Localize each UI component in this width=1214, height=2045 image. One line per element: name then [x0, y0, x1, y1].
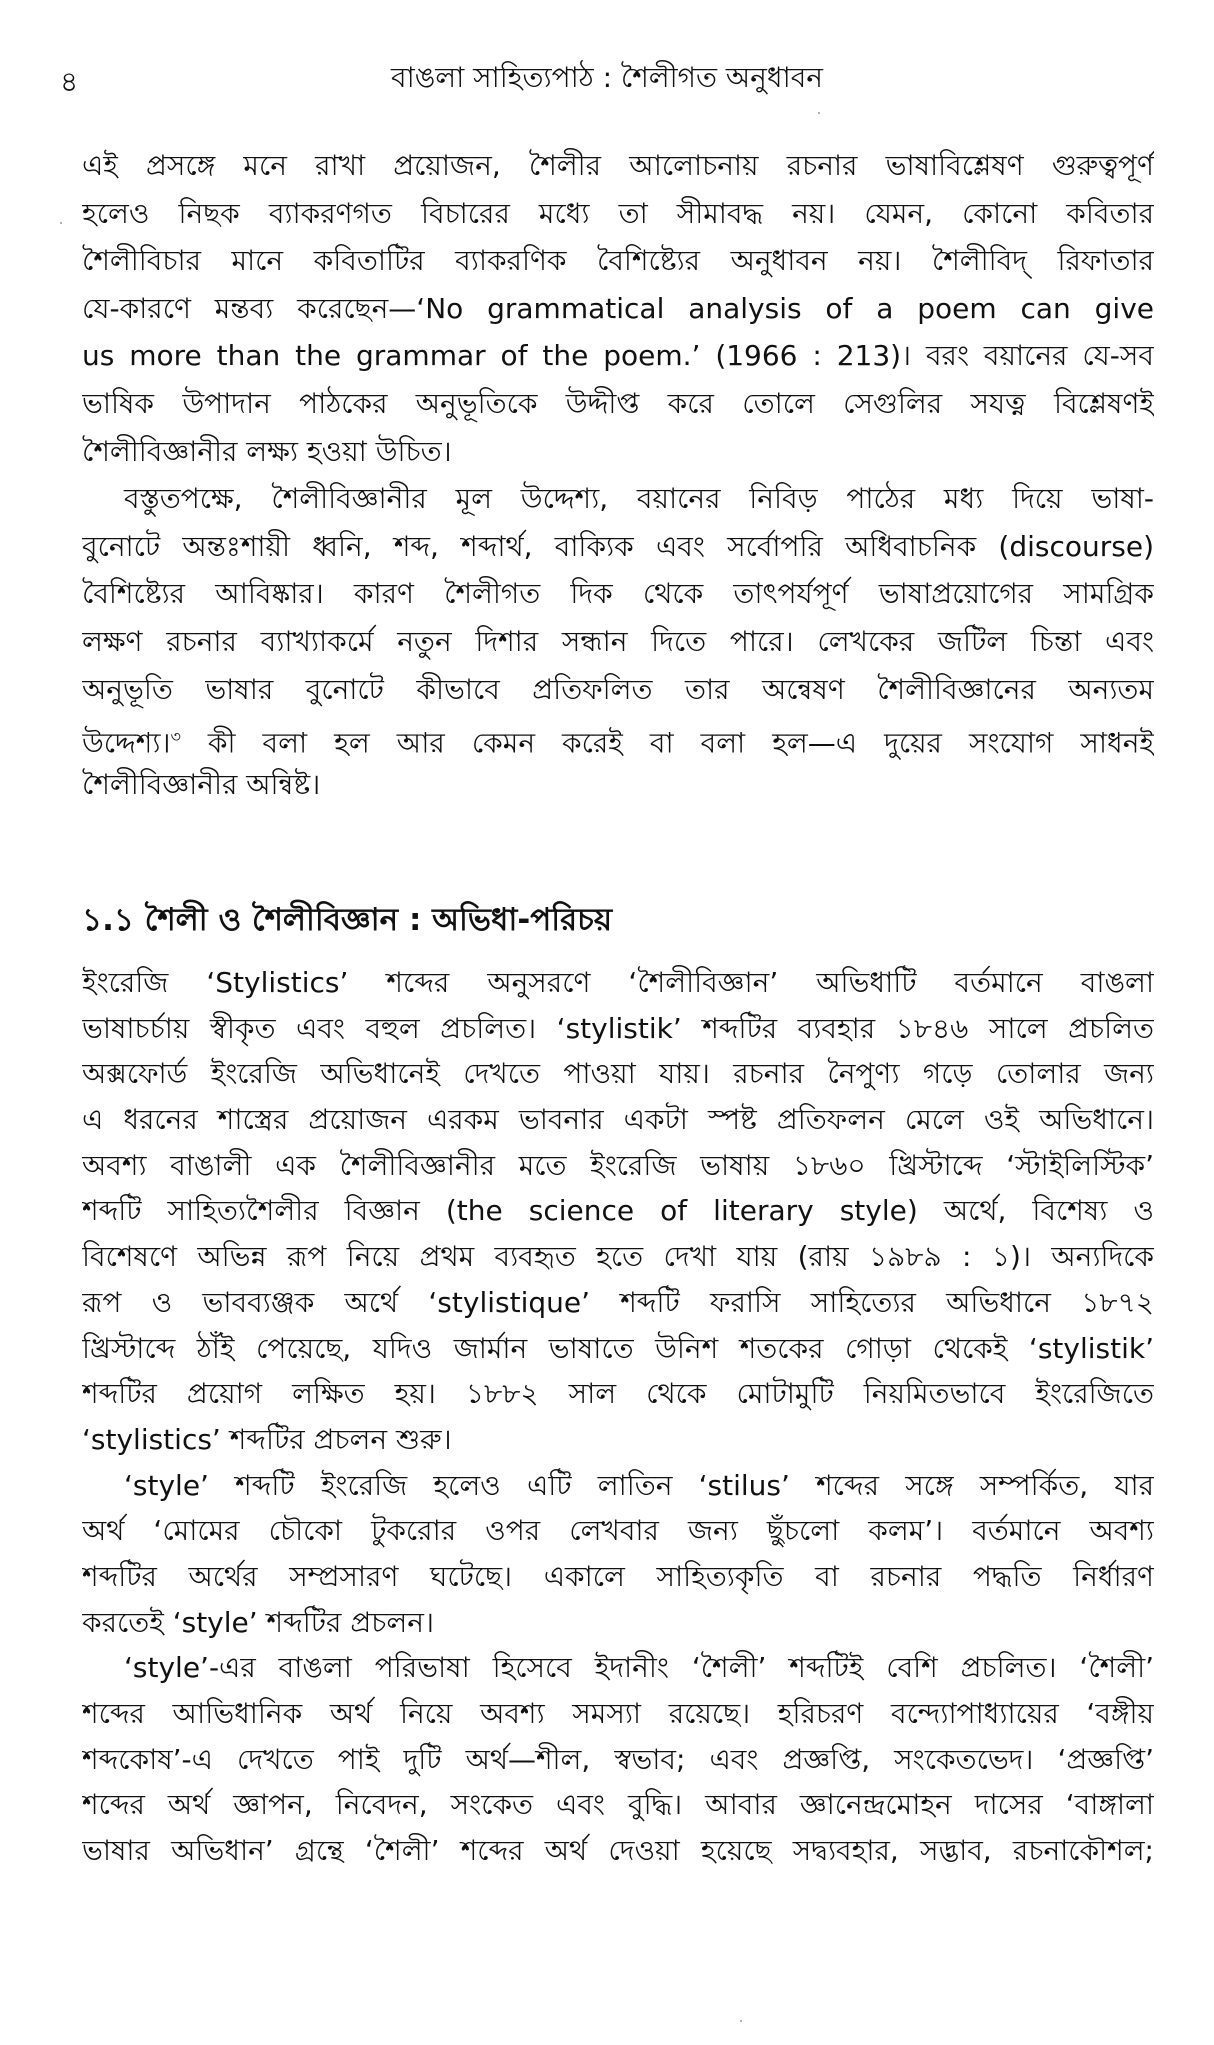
text-line: অক্সফোর্ড ইংরেজি অভিধানেই দেখতে পাওয়া যায়। রচনার নৈপুণ্য গড়ে তোলার জন্য — [82, 1057, 1154, 1091]
text-fragment: উদ্দেশ্য। — [82, 726, 171, 760]
paragraph-1 — [82, 142, 1154, 475]
text-line: ইংরেজি ‘Stylistics’ শব্দের অনুসরণে ‘শৈলীবিজ্ঞান’ অভিধাটি বর্তমানে বাঙলা — [82, 966, 1154, 999]
text-line: ‘style’-এর বাঙলা পরিভাষা হিসেবে ইদানীং ‘শৈলী’ শব্দটিই বেশি প্রচলিত। ‘শৈলী’ — [124, 1651, 1154, 1685]
text-line: অবশ্য বাঙালী এক শৈলীবিজ্ঞানীর মতে ইংরেজি ভাষায় ১৮৬০ খ্রিস্টাব্দে ‘স্টাইলিস্টিক’ — [82, 1148, 1154, 1182]
text-line: এ ধরনের শাস্ত্রের প্রয়োজন এরকম ভাবনার একটা স্পষ্ট প্রতিফলন মেলে ওই অভিধানে। — [82, 1103, 1154, 1137]
text-line: শব্দকোষ’-এ দেখতে পাই দুটি অর্থ—শীল, স্বভাব; এবং প্রজ্ঞপ্তি, সংকেতভেদ। ‘প্রজ্ঞপ্তি’ — [82, 1742, 1154, 1776]
text-line: শব্দটির অর্থের সম্প্রসারণ ঘটেছে। একালে সাহিত্যকৃতি বা রচনার পদ্ধতি নির্ধারণ — [82, 1559, 1154, 1593]
text-line: শৈলীবিজ্ঞানীর অন্বিষ্ট। — [82, 767, 321, 801]
text-line: ভাষিক উপাদান পাঠকের অনুভূতিকে উদ্দীপ্ত করে তোলে সেগুলির সযত্ন বিশ্লেষণই — [82, 386, 1154, 420]
text-line: ‘style’ শব্দটি ইংরেজি হলেও এটি লাতিন ‘stilus’ শব্দের সঙ্গে সম্পর্কিত, যার — [124, 1468, 1154, 1502]
text-line: ভাষাচর্চায় স্বীকৃত এবং বহুল প্রচলিত। ‘stylistik’ শব্দটির ব্যবহার ১৮৪৬ সালে প্রচলিত — [82, 1011, 1154, 1045]
text-line: শৈলীবিজ্ঞানীর লক্ষ্য হওয়া উচিত। — [82, 434, 452, 468]
body-text-before-section — [82, 142, 1154, 808]
footnote-marker[interactable]: ৩ — [170, 727, 181, 747]
text-line: ‘stylistics’ শব্দটির প্রচলন শুরু। — [82, 1422, 452, 1456]
text-line: রূপ ও ভাবব্যঞ্জক অর্থে ‘stylistique’ শব্দটি ফরাসি সাহিত্যের অভিধানে ১৮৭২ — [82, 1285, 1154, 1319]
text-line: বুনোটে অন্তঃশায়ী ধ্বনি, শব্দ, শব্দার্থ, বাক্যিক এবং সর্বোপরি অধিবাচনিক (discourse) — [82, 529, 1154, 563]
text-line: শব্দের আভিধানিক অর্থ নিয়ে অবশ্য সমস্যা রয়েছে। হরিচরণ বন্দ্যোপাধ্যায়ের ‘বঙ্গীয় — [82, 1697, 1154, 1730]
text-line: অর্থ ‘মোমের চৌকো টুকরোর ওপর লেখবার জন্য ছুঁচলো কলম’। বর্তমানে অবশ্য — [82, 1514, 1154, 1548]
text-line-with-footnote — [82, 713, 1154, 761]
paragraph-2 — [82, 475, 1154, 808]
text-line: করতেই ‘style’ শব্দটির প্রচলন। — [82, 1605, 434, 1639]
text-line: যে-কারণে মন্তব্য করেছেন—‘No grammatical analysis of a poem can give — [82, 291, 1154, 325]
paragraph-4 — [82, 1463, 1154, 1646]
text-line: শৈলীবিচার মানে কবিতাটির ব্যাকরণিক বৈশিষ্ট্যের অনুধাবন নয়। শৈলীবিদ্ রিফাতার — [82, 244, 1154, 278]
text-line: ভাষার অভিধান’ গ্রন্থে ‘শৈলী’ শব্দের অর্থ দেওয়া হয়েছে সদ্ব্যবহার, সদ্ভাব, রচনাকৌশল; — [82, 1834, 1154, 1868]
scan-speck — [818, 112, 820, 114]
text-line: বৈশিষ্ট্যের আবিষ্কার। কারণ শৈলীগত দিক থেকে তাৎপর্যপূর্ণ ভাষাপ্রয়োগের সামগ্রিক — [82, 577, 1154, 611]
text-line: শব্দটি সাহিত্যশৈলীর বিজ্ঞান (the science of literary style) অর্থে, বিশেষ্য ও — [82, 1194, 1154, 1228]
scan-speck — [60, 222, 62, 224]
page-header — [0, 52, 1214, 102]
text-line: us more than the grammar of the poem.’ (1966 : 213)। বরং বয়ানের যে-সব — [82, 339, 1154, 373]
paragraph-3 — [82, 960, 1154, 1463]
text-line: বিশেষণে অভিন্ন রূপ নিয়ে প্রথম ব্যবহৃত হতে দেখা যায় (রায় ১৯৮৯ : ১)। অন্যদিকে — [82, 1240, 1154, 1274]
text-fragment: কী বলা হল আর কেমন করেই বা বলা হল—এ দুয়ের সংযোগ সাধনই — [180, 726, 1154, 760]
text-line: বস্তুতপক্ষে, শৈলীবিজ্ঞানীর মূল উদ্দেশ্য, বয়ানের নিবিড় পাঠের মধ্য দিয়ে ভাষা- — [124, 482, 1154, 516]
text-line: হলেও নিছক ব্যাকরণগত বিচারের মধ্যে তা সীমাবদ্ধ নয়। যেমন, কোনো কবিতার — [82, 196, 1154, 230]
text-line: শব্দটির প্রয়োগ লক্ষিত হয়। ১৮৮২ সাল থেকে মোটামুটি নিয়মিতভাবে ইংরেজিতে — [82, 1377, 1154, 1411]
text-line: এই প্রসঙ্গে মনে রাখা প্রয়োজন, শৈলীর আলোচনায় রচনার ভাষাবিশ্লেষণ গুরুত্বপূর্ণ — [82, 149, 1154, 182]
scan-speck — [740, 2020, 742, 2022]
text-line: লক্ষণ রচনার ব্যাখ্যাকর্মে নতুন দিশার সন্ধান দিতে পারে। লেখকের জটিল চিন্তা এবং — [82, 624, 1154, 658]
running-title: বাঙলা সাহিত্যপাঠ : শৈলীগত অনুধাবন — [390, 61, 823, 94]
text-line: অনুভূতি ভাষার বুনোটে কীভাবে প্রতিফলিত তার অন্বেষণ শৈলীবিজ্ঞানের অন্যতম — [82, 672, 1154, 706]
paragraph-5 — [82, 1645, 1154, 1873]
body-text-section-1-1 — [82, 960, 1154, 1874]
page-number: ৪ — [60, 65, 79, 98]
text-line: শব্দের অর্থ জ্ঞাপন, নিবেদন, সংকেত এবং বুদ্ধি। আবার জ্ঞানেন্দ্রমোহন দাসের ‘বাঙ্গালা — [82, 1788, 1154, 1822]
text-line: খ্রিস্টাব্দে ঠাঁই পেয়েছে, যদিও জার্মান ভাষাতে উনিশ শতকের গোড়া থেকেই ‘stylistik’ — [82, 1331, 1154, 1365]
section-heading: ১.১ শৈলী ও শৈলীবিজ্ঞান : অভিধা-পরিচয় — [82, 902, 613, 938]
